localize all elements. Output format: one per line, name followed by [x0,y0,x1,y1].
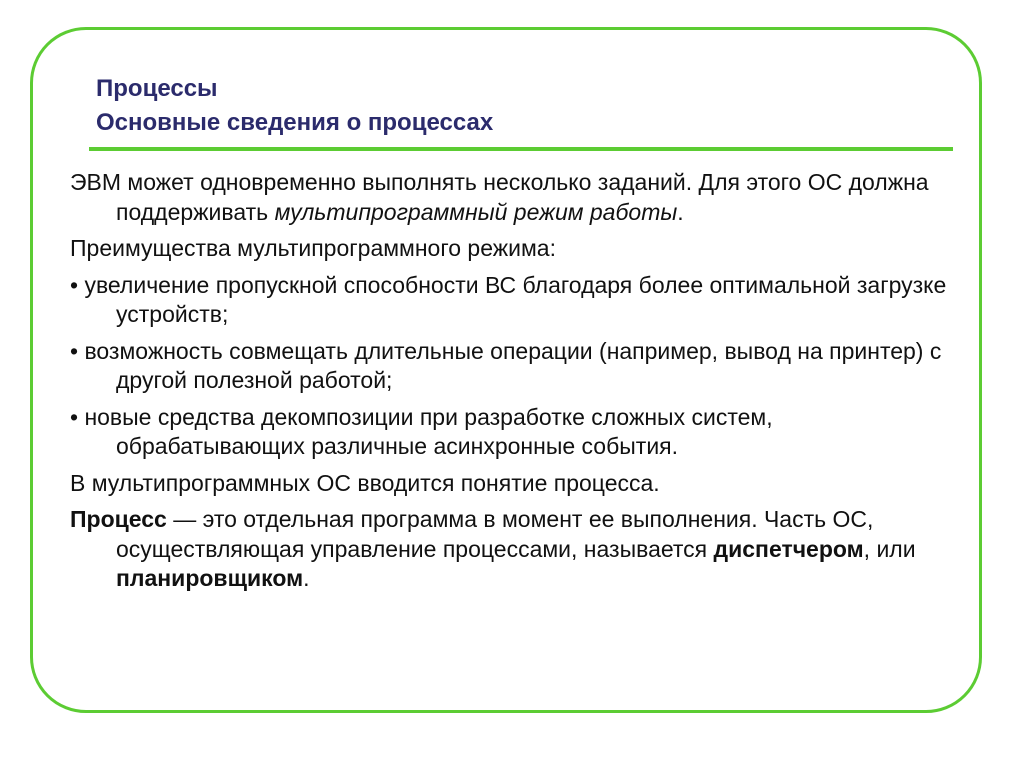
definition-text-2: , или [863,535,916,562]
term-dispatcher: диспетчером [713,535,864,562]
title-divider [89,147,953,151]
paragraph-process-definition [70,505,960,594]
definition-end: . [303,565,310,591]
bullet-item: • новые средства декомпозиции при разработке сложных систем, обрабатывающих различные асинхронные события. [70,403,773,459]
paragraph-process-concept: В мультипрограммных ОС вводится понятие процесса. [70,469,660,496]
definition-text: — это отдельная программа в момент ее выполнения. Часть ОС, осуществляющая управление процессами, называется [116,506,874,562]
paragraph-end: . [677,198,684,225]
slide-body [70,168,960,601]
italic-term: мультипрограммный режим работы [274,198,678,225]
title-line-1: Процессы [96,75,218,102]
term-process: Процесс [70,506,167,532]
bullet-item: • возможность совмещать длительные операции (например, вывод на принтер) с другой полезной работой; [70,337,942,393]
paragraph-text: ЭВМ может одновременно выполнять несколько заданий. Для этого ОС должна поддерживать [70,169,929,225]
bullet-item: • увеличение пропускной способности ВС благодаря более оптимальной загрузке устройств; [70,271,947,327]
paragraph-advantages-heading: Преимущества мультипрограммного режима: [70,235,556,261]
title-line-2: Основные сведения о процессах [96,109,494,136]
paragraph-multiprogramming [70,168,960,227]
slide-title [96,72,493,140]
term-scheduler: планировщиком [116,565,304,591]
